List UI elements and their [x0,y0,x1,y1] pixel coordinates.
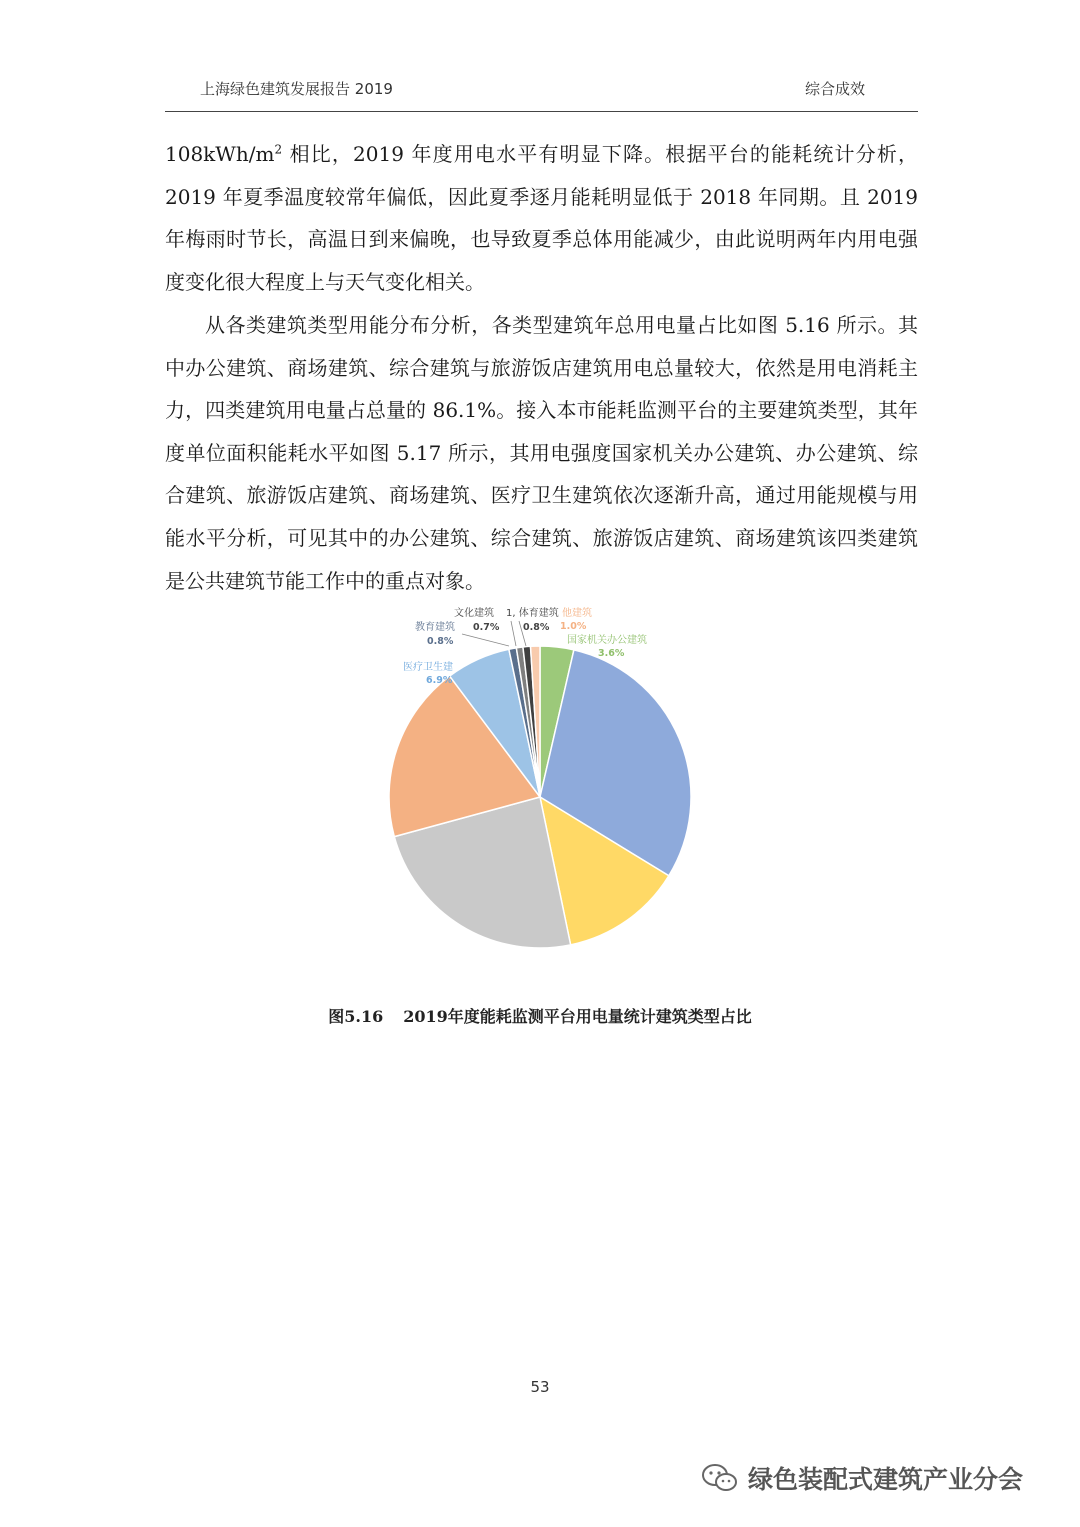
pie-leader-line-2 [462,634,509,646]
pie-leader-line-0 [511,621,516,646]
header-divider [165,111,918,112]
pie-value-label-4: 3.6% [598,648,625,659]
pie-value-label-1: 0.8% [523,622,550,633]
paragraph-2: 从各类建筑类型用能分布分析，各类型建筑年总用电量占比如图 5.16 所示。其中办公建筑、商场建筑、综合建筑与旅游饭店建筑用电总量较大，依然是用电消耗主力，四类建筑用电量占总量的 86.1%。接入本市能耗监测平台的主要建筑类型，其年度单位面积能耗水平如图 5.17 所示，其用电强度国家机关办公建筑、办公建筑、综合建筑、旅游饭店建筑、商场建筑、医疗卫生建筑依次逐渐升高，通过用能规模与用能水平分析，可见其中的办公建筑、综合建筑、旅游饭店建筑、商场建筑该四类建筑是公共建筑节能工作中的重点对象。 [165,313,918,593]
paragraph-1-unit: 108kWh/m [165,142,275,166]
figure-title: 2019年度能耗监测平台用电量统计建筑类型占比 [403,1007,752,1026]
pie-label-3: 他建筑 [562,608,592,619]
pie-value-label-0: 0.7% [473,622,500,633]
watermark-text: 绿色装配式建筑产业分会 [748,1465,1024,1494]
running-header-title: 上海绿色建筑发展报告 2019 [200,80,393,98]
paragraph-1-text: 相比，2019 年度用电水平有明显下降。根据平台的能耗统计分析，2019 年夏季温度较常年偏低，因此夏季逐月能耗明显低于 2018 年同期。且 2019 年梅雨时节长，高温日到来偏晚，也导致夏季总体用能减少，由此说明两年内用电强度变化很大程度上与天气变化相关。 [165,142,918,294]
pie-label-5: 医疗卫生建 [403,662,453,673]
pie-value-label-3: 1.0% [560,621,587,632]
pie-value-label-2: 0.8% [427,636,454,647]
pie-label-0: 文化建筑 [454,608,494,619]
pie-label-4: 国家机关办公建筑 [567,635,647,646]
page-number: 53 [530,1378,550,1396]
running-header-section: 综合成效 [805,80,866,98]
pie-value-label-5: 6.9% [426,675,453,686]
wechat-icon [700,1462,740,1494]
paragraph-1 [165,133,918,303]
figure-number: 图5.16 [328,1007,384,1026]
figure-caption [0,1004,1080,1027]
paragraph-1-superscript: 2 [274,142,283,157]
pie-chart [370,600,710,960]
watermark [700,1460,1023,1496]
pie-label-1: 1, 体育建筑 [506,608,559,619]
pie-label-2: 教育建筑 [415,622,455,633]
